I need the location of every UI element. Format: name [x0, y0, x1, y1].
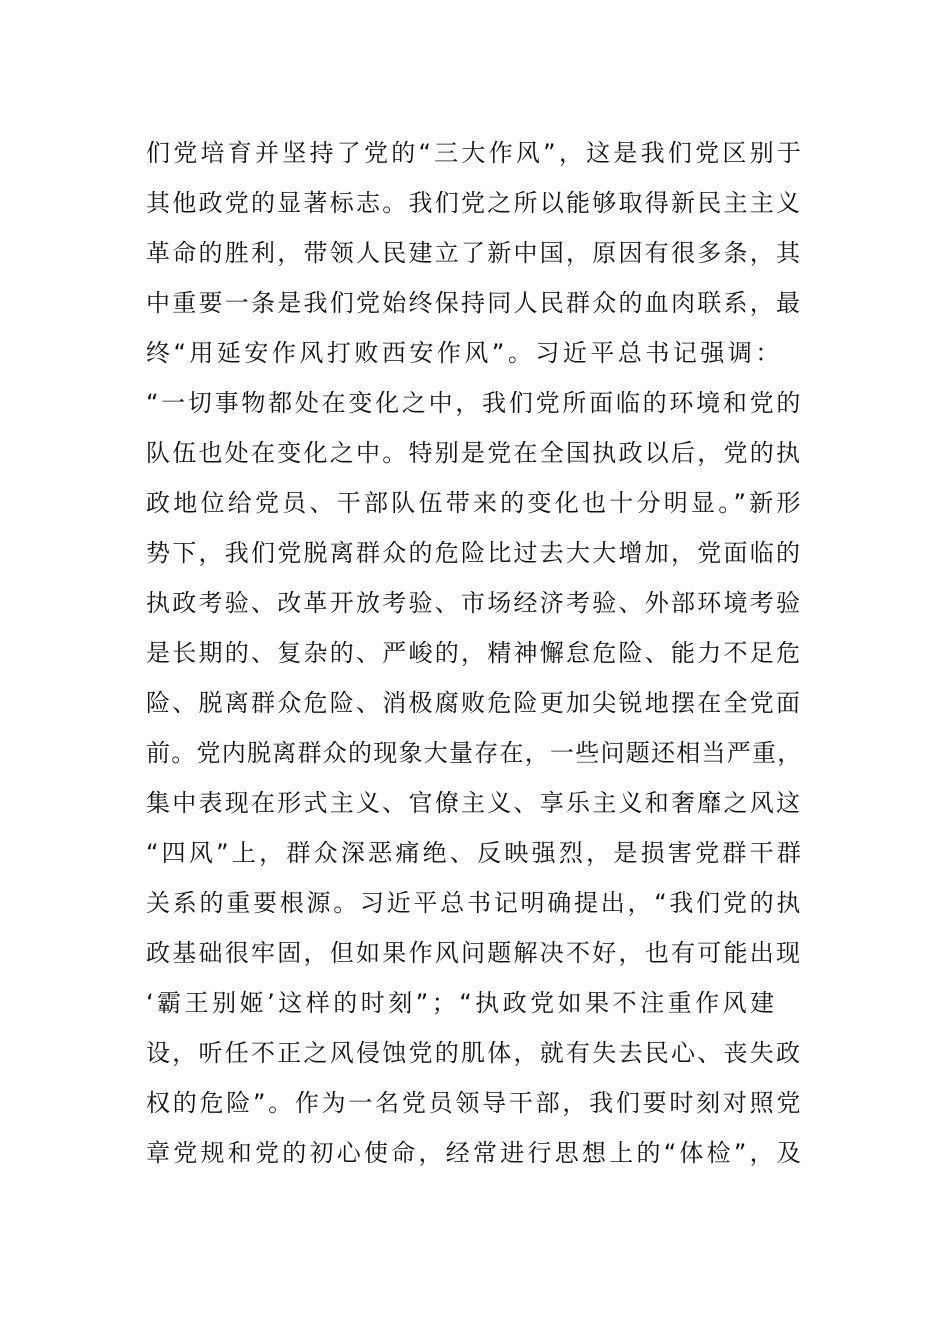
- text-line: 政地位给党员、干部队伍带来的变化也十分明显。”新形: [146, 489, 804, 517]
- text-line: 政基础很牢固，但如果作风问题解决不好，也有可能出现: [146, 939, 803, 967]
- text-line: 险、脱离群众危险、消极腐败危险更加尖锐地摆在全党面: [146, 689, 803, 717]
- text-line: 势下，我们党脱离群众的危险比过去大大增加，党面临的: [146, 539, 803, 567]
- text-line: 设，听任不正之风侵蚀党的肌体，就有失去民心、丧失政: [146, 1039, 803, 1067]
- text-line: 执政考验、改革开放考验、市场经济考验、外部环境考验: [146, 589, 803, 617]
- text-line: “四风”上，群众深恶痛绝、反映强烈，是损害党群干群: [146, 839, 805, 867]
- text-line: ‘霸王别姬’这样的时刻”；“执政党如果不注重作风建: [146, 989, 778, 1017]
- text-line: 权的危险”。作为一名党员领导干部，我们要时刻对照党: [146, 1089, 804, 1117]
- text-line: “一切事物都处在变化之中，我们党所面临的环境和党的: [146, 389, 804, 417]
- text-line: 终“用延安作风打败西安作风”。习近平总书记强调：: [146, 339, 783, 367]
- text-line: 其他政党的显著标志。我们党之所以能够取得新民主主义: [146, 189, 803, 217]
- text-line: 集中表现在形式主义、官僚主义、享乐主义和奢靡之风这: [146, 789, 803, 817]
- text-line: 关系的重要根源。习近平总书记明确提出，“我们党的执: [146, 889, 804, 917]
- text-line: 是长期的、复杂的、严峻的，精神懈怠危险、能力不足危: [146, 639, 803, 667]
- text-line: 中重要一条是我们党始终保持同人民群众的血肉联系，最: [146, 289, 803, 317]
- text-line: 章党规和党的初心使命，经常进行思想上的“体检”，及: [146, 1139, 805, 1167]
- body-text: [146, 128, 806, 1178]
- text-line: 们党培育并坚持了党的“三大作风”，这是我们党区别于: [146, 139, 805, 167]
- text-line: 队伍也处在变化之中。特别是党在全国执政以后，党的执: [146, 439, 803, 467]
- text-line: 革命的胜利，带领人民建立了新中国，原因有很多条，其: [146, 239, 803, 267]
- text-line: 前。党内脱离群众的现象大量存在，一些问题还相当严重，: [146, 739, 803, 767]
